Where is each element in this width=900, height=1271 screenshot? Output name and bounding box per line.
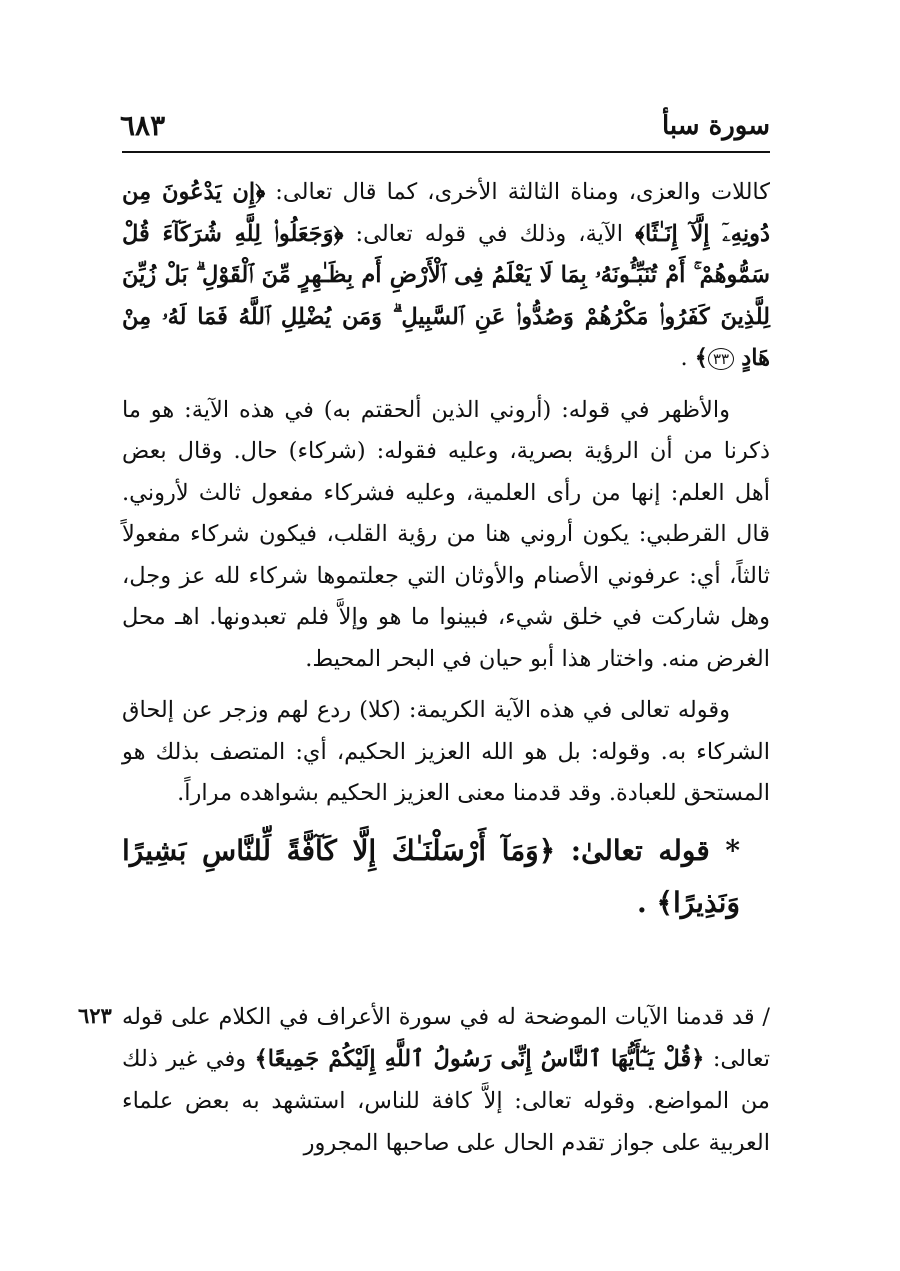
para1-text-a: كاللات والعزى، ومناة الثالثة الأخرى، كما قال تعالى:: [265, 179, 770, 205]
paragraph-2: والأظهر في قوله: (أروني الذين ألحقتم به) في هذه الآية: هو ما ذكرنا من أن الرؤية بصرية، وعليه فقوله: (شركاء) حال. وقال بعض أهل العلم: إنها من رأى العلمية، وعليه فشركاء مفعول ثالث لأروني. قال القرطبي: يكون أروني هنا من رؤية القلب، فيكون شركاء مفعولاً ثالثاً، أي: عرفوني الأصنام والأوثان التي جعلتموها شركاء لله عز وجل، وهل شاركت في خلق شيء، فبينوا ما هو وإلاَّ فلم تعبدونها. اهـ محل الغرض منه. واختار هذا أبو حيان في البحر المحيط.: [122, 396, 770, 672]
para4-text-a: / قد قدمنا الآيات الموضحة له في سورة الأعراف في الكلام على قوله تعالى:: [122, 1004, 770, 1072]
heading-quran-quote: ﴿وَمَآ أَرْسَلْنَـٰكَ إِلَّا كَآفَّةً لِّلنَّاسِ بَشِيرًا وَنَذِيرًا﴾: [122, 833, 740, 919]
quran-quote-1: ﴿إِن يَدْعُونَ مِن دُونِهِۦٓ إِلَّآ إِنَـٰثًا﴾: [122, 179, 770, 247]
quran-quote-3: ﴿قُلْ يَـٰٓأَيُّهَا ٱلنَّاسُ إِنِّى رَسُولُ ٱللَّهِ إِلَيْكُمْ جَمِيعًا﴾: [254, 1046, 705, 1072]
surah-title: سورة سبأ: [662, 111, 770, 141]
paragraph-3: وقوله تعالى في هذه الآية الكريمة: (كلا) ردع لهم وزجر عن إلحاق الشركاء به. وقوله: بل هو الله العزيز الحكيم، أي: المتصف بذلك هو المستحق للعبادة. وقد قدمنا معنى العزيز الحكيم بشواهده مراراً.: [122, 697, 770, 806]
page-number: ٦٨٣: [120, 109, 166, 142]
para4-text-b: وفي غير ذلك من المواضع. وقوله تعالى: إلاَّ كافة للناس، استشهد به بعض علماء العربية على جواز تقدم الحال على صاحبها المجرور: [122, 1046, 770, 1156]
para1-end: .: [680, 345, 688, 371]
body-text: [122, 172, 770, 929]
header-divider: [122, 151, 770, 153]
quran-quote-2: ﴿وَجَعَلُوا۟ لِلَّهِ شُرَكَآءَ قُلْ سَمُّوهُمْ ۚ أَمْ تُنَبِّـُٔونَهُۥ بِمَا لَا يَعْلَمُ فِى ٱلْأَرْضِ أَم بِظَـٰهِرٍ مِّنَ ٱلْقَوْلِ ۗ بَلْ زُيِّنَ لِلَّذِينَ كَفَرُوا۟ مَكْرُهُمْ وَصُدُّوا۟ عَنِ ٱلسَّبِيلِ ۗ وَمَن يُضْلِلِ ٱللَّهُ فَمَا لَهُۥ مِنْ هَادٍ: [122, 220, 770, 371]
heading-end: .: [637, 885, 647, 919]
quran-quote-2-close: ﴾: [694, 345, 708, 371]
star-marker: *: [725, 833, 740, 867]
margin-page-reference: ٦٢٣: [78, 1003, 112, 1028]
para1-text-b: الآية، وذلك في قوله تعالى:: [343, 220, 636, 247]
page-header: [120, 108, 770, 148]
heading-label: قوله تعالىٰ:: [570, 833, 710, 867]
paragraph-1: [122, 172, 770, 380]
section-heading: [122, 825, 770, 929]
ayah-number-badge: ٣٣: [708, 348, 734, 370]
paragraph-4: [122, 996, 770, 1164]
